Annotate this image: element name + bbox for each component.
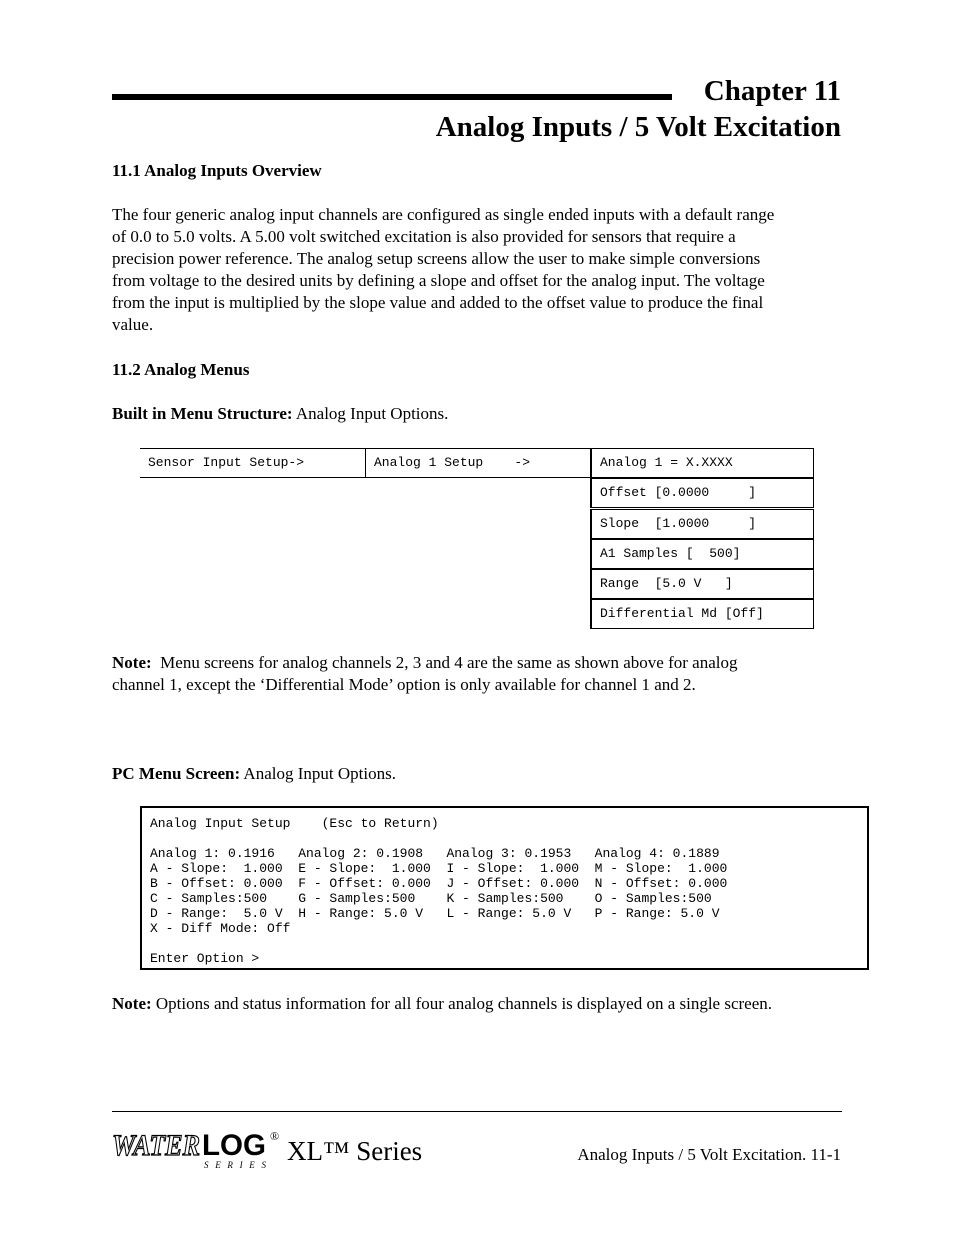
pc-menu-label [112,763,847,785]
paragraph-line: The four generic analog input channels are configured as single ended inputs with a default range [112,205,775,224]
screen-line: Enter Option > [150,951,260,966]
screen-line: A - Slope: 1.000 E - Slope: 1.000 I - Slope: 1.000 M - Slope: 1.000 [150,861,728,876]
menu-item-offset: Offset [0.0000 ] [590,478,814,508]
svg-text:WATER: WATER [112,1129,200,1162]
note-text: Options and status information for all four analog channels is displayed on a single screen. [151,994,773,1013]
screen-line: C - Samples:500 G - Samples:500 K - Samples:500 O - Samples:500 [150,891,712,906]
menu-item-slope: Slope [1.0000 ] [590,509,814,539]
chapter-number: Chapter 11 [703,75,841,107]
chapter-title: Analog Inputs / 5 Volt Excitation [435,111,841,143]
page-footer-label: Analog Inputs / 5 Volt Excitation. 11-1 [577,1145,841,1164]
pc-menu-label-bold: PC Menu Screen: [112,764,241,783]
series-label: XL™ Series [287,1136,423,1166]
menu-item-analog-1-value: Analog 1 = X.XXXX [590,448,814,478]
note-channels [112,652,847,696]
menu-cell-sensor-input-setup: Sensor Input Setup-> [140,448,366,478]
section-heading-overview: 11.1 Analog Inputs Overview [112,161,322,180]
note-label: Note: [112,994,152,1013]
screen-line: D - Range: 5.0 V H - Range: 5.0 V L - Range: 5.0 V P - Range: 5.0 V [150,906,720,921]
menu-cell-analog-1-setup: Analog 1 Setup -> [365,448,591,478]
paragraph-line: of 0.0 to 5.0 volts. A 5.00 volt switched excitation is also provided for sensors that require a [112,227,736,246]
chapter-rule [112,94,672,100]
section-heading-menus: 11.2 Analog Menus [112,360,250,379]
screen-line: Analog Input Setup (Esc to Return) [150,816,439,831]
svg-text:S E R I E S: S E R I E S [204,1160,266,1170]
paragraph-line: from the input is multiplied by the slope value and added to the offset value to produce the final [112,293,764,312]
paragraph-line: from voltage to the desired units by defining a slope and offset for the analog input. The voltage [112,271,765,290]
waterlog-logo [112,1126,282,1172]
footer-rule [112,1111,842,1112]
builtin-menu-label-bold: Built in Menu Structure: [112,404,293,423]
overview-paragraph [112,204,847,336]
pc-menu-label-text: Analog Input Options. [240,764,396,783]
builtin-menu-label [112,403,847,425]
svg-text:®: ® [270,1129,280,1143]
note-line: channel 1, except the ‘Differential Mode’ option is only available for channel 1 and 2. [112,675,696,694]
pc-menu-screen [140,806,869,970]
note-line [112,652,847,674]
waterlog-logo-graphic [112,1126,282,1172]
paragraph-line: precision power reference. The analog setup screens allow the user to make simple conversions [112,249,761,268]
screen-line: B - Offset: 0.000 F - Offset: 0.000 J - Offset: 0.000 N - Offset: 0.000 [150,876,728,891]
svg-text:LOG: LOG [202,1129,266,1162]
screen-line: X - Diff Mode: Off [150,921,291,936]
note-text: Menu screens for analog channels 2, 3 and 4 are the same as shown above for analog [151,653,738,672]
menu-item-range: Range [5.0 V ] [590,569,814,599]
menu-item-samples: A1 Samples [ 500] [590,539,814,569]
paragraph-line: value. [112,315,154,334]
pc-menu-screen-text [150,816,727,966]
screen-line: Analog 1: 0.1916 Analog 2: 0.1908 Analog 3: 0.1953 Analog 4: 0.1889 [150,846,720,861]
note-single-screen [112,993,872,1015]
builtin-menu-label-text: Analog Input Options. [292,404,449,423]
note-label: Note: [112,653,152,672]
menu-item-differential-mode: Differential Md [Off] [590,599,814,629]
